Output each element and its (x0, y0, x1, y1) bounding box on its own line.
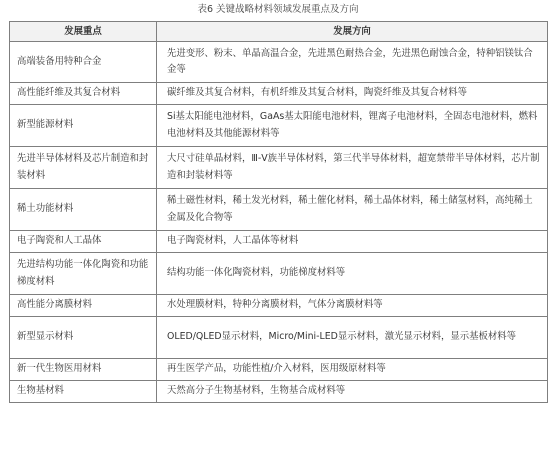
table-caption: 表6 关键战略材料领域发展重点及方向 (197, 4, 359, 15)
header-focus: 发展重点 (10, 22, 157, 42)
direction-cell: 碳纤维及其复合材料，有机纤维及其复合材料，陶瓷纤维及其复合材料等 (157, 83, 548, 105)
direction-cell: 水处理膜材料，特种分离膜材料，气体分离膜材料等 (157, 295, 548, 317)
focus-cell: 高性能分离膜材料 (10, 295, 157, 317)
direction-cell: 再生医学产品，功能性植/介入材料，医用级原材料等 (157, 359, 548, 381)
table-row (10, 295, 548, 317)
table-row (10, 231, 548, 253)
direction-cell: Si基太阳能电池材料，GaAs基太阳能电池材料，锂离子电池材料，全固态电池材料，燃料电池材料及其他能源材料等 (157, 105, 548, 147)
focus-cell: 电子陶瓷和人工晶体 (10, 231, 157, 253)
table-row (10, 83, 548, 105)
direction-cell: OLED/QLED显示材料，Micro/Mini-LED显示材料，激光显示材料，显示基板材料等 (157, 317, 548, 359)
focus-cell: 稀土功能材料 (10, 189, 157, 231)
table-row (10, 189, 548, 231)
focus-cell: 高性能纤维及其复合材料 (10, 83, 157, 105)
focus-cell: 生物基材料 (10, 381, 157, 403)
table-row (10, 42, 548, 83)
strategic-materials-table (9, 21, 548, 403)
focus-cell: 新型显示材料 (10, 317, 157, 359)
table-row (10, 317, 548, 359)
header-direction: 发展方向 (157, 22, 548, 42)
table-row (10, 147, 548, 189)
table-header-row (10, 22, 548, 42)
direction-cell: 结构功能一体化陶瓷材料，功能梯度材料等 (157, 253, 548, 295)
focus-cell: 高端装备用特种合金 (10, 42, 157, 83)
direction-cell: 先进变形、粉末、单晶高温合金，先进黑色耐热合金，先进黑色耐蚀合金，特种铝镁钛合金等 (157, 42, 548, 83)
direction-cell: 电子陶瓷材料，人工晶体等材料 (157, 231, 548, 253)
direction-cell: 天然高分子生物基材料，生物基合成材料等 (157, 381, 548, 403)
table-row (10, 381, 548, 403)
table-row (10, 105, 548, 147)
table-row (10, 359, 548, 381)
focus-cell: 先进结构功能一体化陶瓷和功能梯度材料 (10, 253, 157, 295)
table-row (10, 253, 548, 295)
direction-cell: 稀土磁性材料，稀土发光材料，稀土催化材料，稀土晶体材料，稀土储氢材料，高纯稀土金属及化合物等 (157, 189, 548, 231)
direction-cell: 大尺寸硅单晶材料，Ⅲ-Ⅴ族半导体材料，第三代半导体材料，超宽禁带半导体材料，芯片制造和封装材料等 (157, 147, 548, 189)
focus-cell: 新一代生物医用材料 (10, 359, 157, 381)
focus-cell: 新型能源材料 (10, 105, 157, 147)
focus-cell: 先进半导体材料及芯片制造和封装材料 (10, 147, 157, 189)
